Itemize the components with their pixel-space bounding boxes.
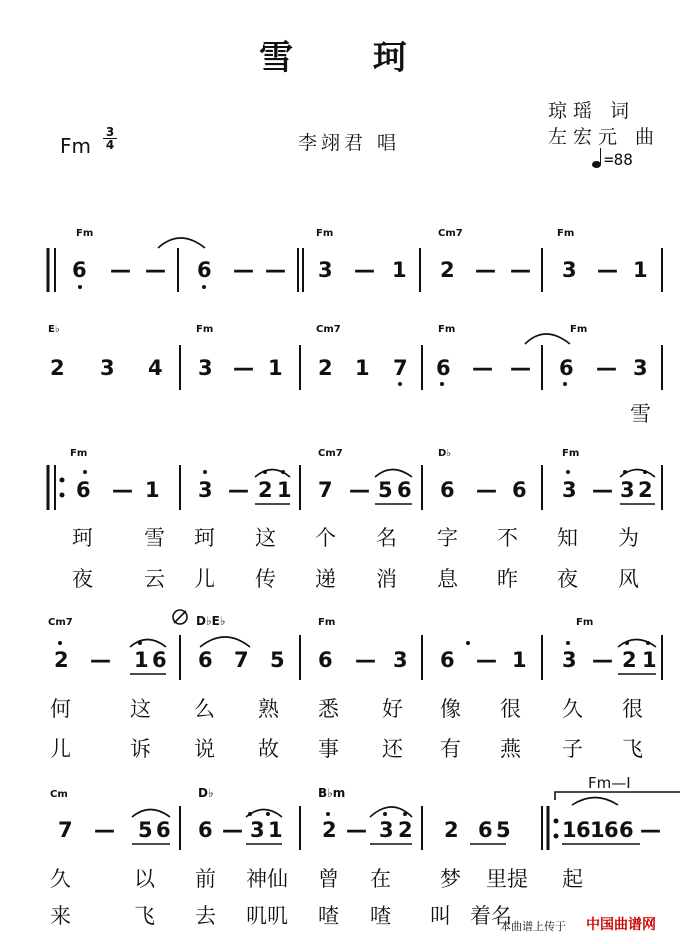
lyric: 昨 [497,567,518,591]
lyric: 前 [195,867,216,891]
composer-credit: 左宏元 曲 [548,126,661,148]
note: 6 [440,478,455,502]
note: 6 [198,818,213,842]
note: — [112,478,133,502]
note: — [222,818,243,842]
note: 1 [633,258,648,282]
lyric: 里提 [486,867,528,891]
singer-credit: 李翊君 唱 [298,132,401,154]
note: 2 [322,818,337,842]
lyric: 还 [382,737,403,761]
chord-symbol: Fm [576,617,594,628]
note: 3 [633,356,648,380]
note: 6 [512,478,527,502]
note: 3 [393,648,408,672]
note: 5 [378,478,393,502]
lyric: 叽叽 [246,904,288,928]
note: — [596,356,617,380]
note: 6 [397,478,412,502]
lyric: 风 [618,567,639,591]
note: 2 [638,478,653,502]
note: — [94,818,115,842]
chord-symbol: D♭ [438,448,452,459]
lyric: 夜 [557,567,578,591]
note: 6 [619,818,634,842]
lyric: 这 [255,526,276,550]
lyric: 飞 [622,737,643,761]
lyric: 云 [144,567,165,591]
lyric: 传 [255,567,276,591]
page-title: 雪 珂 [259,38,441,78]
lyric: 字 [437,526,458,550]
note: 3 [379,818,394,842]
lyric: 名 [376,526,397,550]
note: 2 [54,648,69,672]
chord-symbol: D♭E♭ [196,614,226,628]
lyric: 喳 [370,904,391,928]
lyric: 儿 [194,567,215,591]
note: — [228,478,249,502]
note: 3 [250,818,265,842]
lyric: 雪 [144,526,165,550]
lyric: 消 [376,567,397,591]
time-signature-top: 3 [105,125,115,139]
note: 3 [198,356,213,380]
note: 2 [444,818,459,842]
lyric: 有 [440,737,461,761]
note: 6 [440,648,455,672]
lyric: 事 [318,737,339,761]
lyric: 飞 [134,904,155,928]
note: 3 [562,648,577,672]
note: 1 [355,356,370,380]
chord-symbol: Fm [70,448,88,459]
note: 5 [496,818,511,842]
note: 1 [268,356,283,380]
footer-text: 本曲谱上传于 [500,920,566,933]
note: 1 [145,478,160,502]
chord-symbol: Cm7 [438,228,463,239]
note: 4 [148,356,163,380]
lyric: 起 [562,867,583,891]
lyric: 梦 [440,867,461,891]
note: — [592,478,613,502]
lyric: 何 [50,697,71,721]
note: 3 [562,478,577,502]
note: — [233,356,254,380]
lyricist-credit: 琼瑶 词 [548,100,636,122]
lyric: 像 [440,697,461,721]
lyric: 为 [618,526,639,550]
lyric: 珂 [72,526,93,550]
note: 6 [197,258,212,282]
tempo-value: =88 [604,150,633,169]
note: 7 [234,648,249,672]
note: 6 [318,648,333,672]
chord-symbol: Fm [438,324,456,335]
lyric: 故 [258,737,279,761]
note: 6 [76,478,91,502]
lyric: 燕 [500,737,521,761]
note: 6 [72,258,87,282]
chord-symbol: Fm [196,324,214,335]
lyric: 么 [194,697,215,721]
note: — [110,258,131,282]
site-logo[interactable]: 中国曲谱网 [586,917,656,933]
note: 7 [58,818,73,842]
note: 1 [392,258,407,282]
note: — [349,478,370,502]
lyric: 熟 [258,697,279,721]
note: — [346,818,367,842]
note: 1 [134,648,149,672]
lyric: 这 [130,697,151,721]
lyric: 子 [562,737,583,761]
note: 2 [258,478,273,502]
lyric: 喳 [318,904,339,928]
note: 6 [559,356,574,380]
note: — [90,648,111,672]
note: 1 [590,818,605,842]
note: 3 [100,356,115,380]
lyric: 诉 [130,737,151,761]
volta-label: Fm—I [588,774,631,792]
chord-symbol: Cm7 [318,448,343,459]
note: 1 [277,478,292,502]
note: 6 [198,648,213,672]
lyric: 在 [370,867,391,891]
time-signature-bottom: 4 [105,138,115,152]
note: — [145,258,166,282]
note: 7 [318,478,333,502]
note: 1 [562,818,577,842]
chord-symbol: Fm [76,228,94,239]
note: — [355,648,376,672]
lyric: 夜 [72,567,93,591]
chord-symbol: Cm7 [316,324,341,335]
lyric: 久 [50,867,71,891]
note: — [597,258,618,282]
lyric: 来 [50,904,71,928]
lyric: 息 [437,567,458,591]
lyric: 很 [500,697,521,721]
note: — [476,648,497,672]
note: — [476,478,497,502]
note: 1 [642,648,657,672]
note: 1 [512,648,527,672]
lyric: 着名 [470,904,512,928]
note: 3 [198,478,213,502]
lyric: 曾 [318,867,339,891]
note: 6 [156,818,171,842]
lyric: 去 [195,904,216,928]
note: — [640,818,661,842]
chord-symbol: Fm [316,228,334,239]
note: 7 [393,356,408,380]
lyric: 儿 [50,737,71,761]
note: 6 [604,818,619,842]
lyric: 不 [497,526,518,550]
note: — [265,258,286,282]
lyric: 珂 [194,526,215,550]
lyric: 好 [382,697,403,721]
note: 2 [440,258,455,282]
note: 6 [436,356,451,380]
note: — [475,258,496,282]
note: — [472,356,493,380]
lyric: 说 [194,737,215,761]
lyric: 递 [315,567,336,591]
chord-symbol: Fm [562,448,580,459]
lyric: 很 [622,697,643,721]
chord-symbol: Fm [318,617,336,628]
key-signature: Fm [60,134,91,158]
lyric: 以 [134,867,155,891]
lyric: 叫 [430,904,451,928]
note: 2 [318,356,333,380]
note: — [354,258,375,282]
lyric: 神仙 [246,867,288,891]
note: — [592,648,613,672]
note: 6 [152,648,167,672]
note: 3 [620,478,635,502]
note: 2 [50,356,65,380]
chord-symbol: E♭ [48,324,60,335]
chord-symbol: Cm7 [48,617,73,628]
note: 1 [268,818,283,842]
chord-symbol: D♭ [198,786,214,800]
note: 5 [138,818,153,842]
lyric: 个 [315,526,336,550]
lyric: 知 [557,526,578,550]
chord-symbol: B♭m [318,786,346,800]
chord-symbol: Fm [570,324,588,335]
note: — [510,356,531,380]
note: 3 [562,258,577,282]
note: 5 [270,648,285,672]
note: 6 [576,818,591,842]
note: 6 [478,818,493,842]
lyric: 悉 [318,697,339,721]
lyric: 久 [562,697,583,721]
chord-symbol: Fm [557,228,575,239]
note: 3 [318,258,333,282]
note: — [510,258,531,282]
pickup-lyric: 雪 [630,402,651,426]
note: — [233,258,254,282]
chord-symbol: Cm [50,789,68,800]
note: 2 [398,818,413,842]
note: 2 [622,648,637,672]
